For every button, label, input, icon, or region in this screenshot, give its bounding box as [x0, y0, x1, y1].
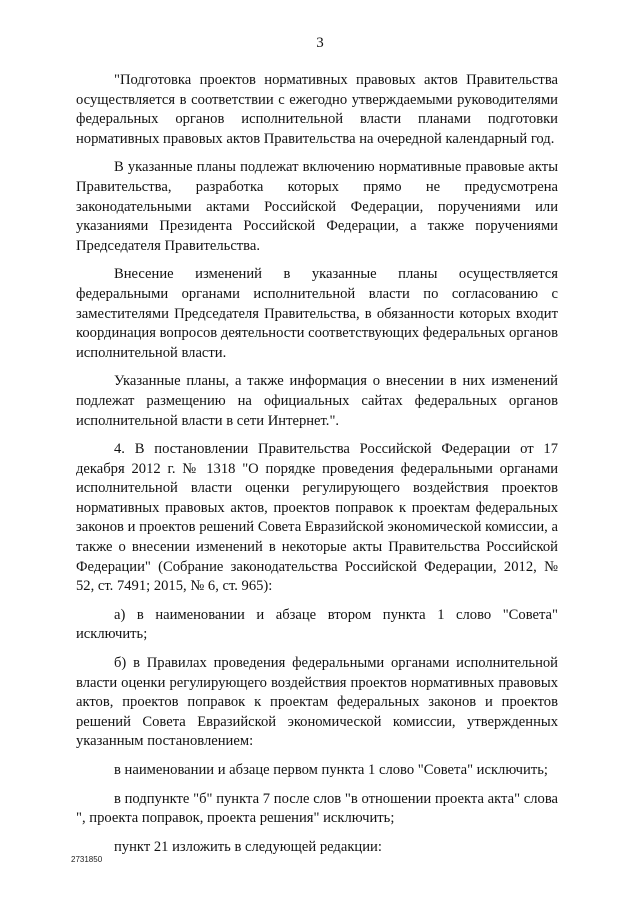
- document-code: 2731850: [71, 855, 103, 864]
- paragraph-plans-intro: "Подготовка проектов нормативных правовых актов Правительства осуществляется в соответствии с ежегодно утверждаемыми руководителями федеральных органов исполнительной власти планами подготовки нормативных правовых актов Правительства на очередной календарный год.: [76, 72, 558, 147]
- document-body: [76, 71, 558, 857]
- page-number: 3: [316, 35, 324, 51]
- paragraph-subitem-b: б) в Правилах проведения федеральными органами исполнительной власти оценки регулирующего воздействия проектов нормативных правовых актов, проектов поправок к проектам федеральных законов и проектов решений Совета Евразийской экономической комиссии, утвержденных указанным постановлением:: [76, 655, 558, 750]
- paragraph-item-4: 4. В постановлении Правительства Российской Федерации от 17 декабря 2012 г. № 1318 "О порядке проведения федеральными органами исполнительной власти оценки регулирующего воздействия проектов нормативных правовых актов, проектов поправок к проектам федеральных законов и проектов решений Совета Евразийской экономической комиссии, а также о внесении изменений в некоторые акты Правительства Российской Федерации" (Собрание законодательства Российской Федерации, 2012, № 52, ст. 7491; 2015, № 6, ст. 965):: [76, 441, 558, 595]
- paragraph-subitem-a: а) в наименовании и абзаце втором пункта 1 слово "Совета" исключить;: [76, 606, 558, 643]
- paragraph-amendment-7: в подпункте "б" пункта 7 после слов "в отношении проекта акта" слова ", проекта поправок, проекта решения" исключить;: [76, 790, 558, 827]
- paragraph-amendment-21: пункт 21 изложить в следующей редакции:: [114, 838, 382, 855]
- paragraph-plans-publication: Указанные планы, а также информация о внесении в них изменений подлежат размещению на официальных сайтах федеральных органов исполнительной власти в сети Интернет.".: [76, 373, 558, 429]
- paragraph-amendment-1: в наименовании и абзаце первом пункта 1 слово "Совета" исключить;: [114, 762, 548, 778]
- paragraph-plans-changes: Внесение изменений в указанные планы осуществляется федеральными органами исполнительной власти по согласованию с заместителями Председателя Правительства, в обязанности которых входит координация вопросов деятельности соответствующих федеральных органов исполнительной власти.: [76, 266, 558, 361]
- paragraph-plans-inclusion: В указанные планы подлежат включению нормативные правовые акты Правительства, разработка которых прямо не предусмотрена законодательными актами Российской Федерации, поручениями или указаниями Президента Российской Федерации, а также поручениями Председателя Правительства.: [76, 159, 558, 254]
